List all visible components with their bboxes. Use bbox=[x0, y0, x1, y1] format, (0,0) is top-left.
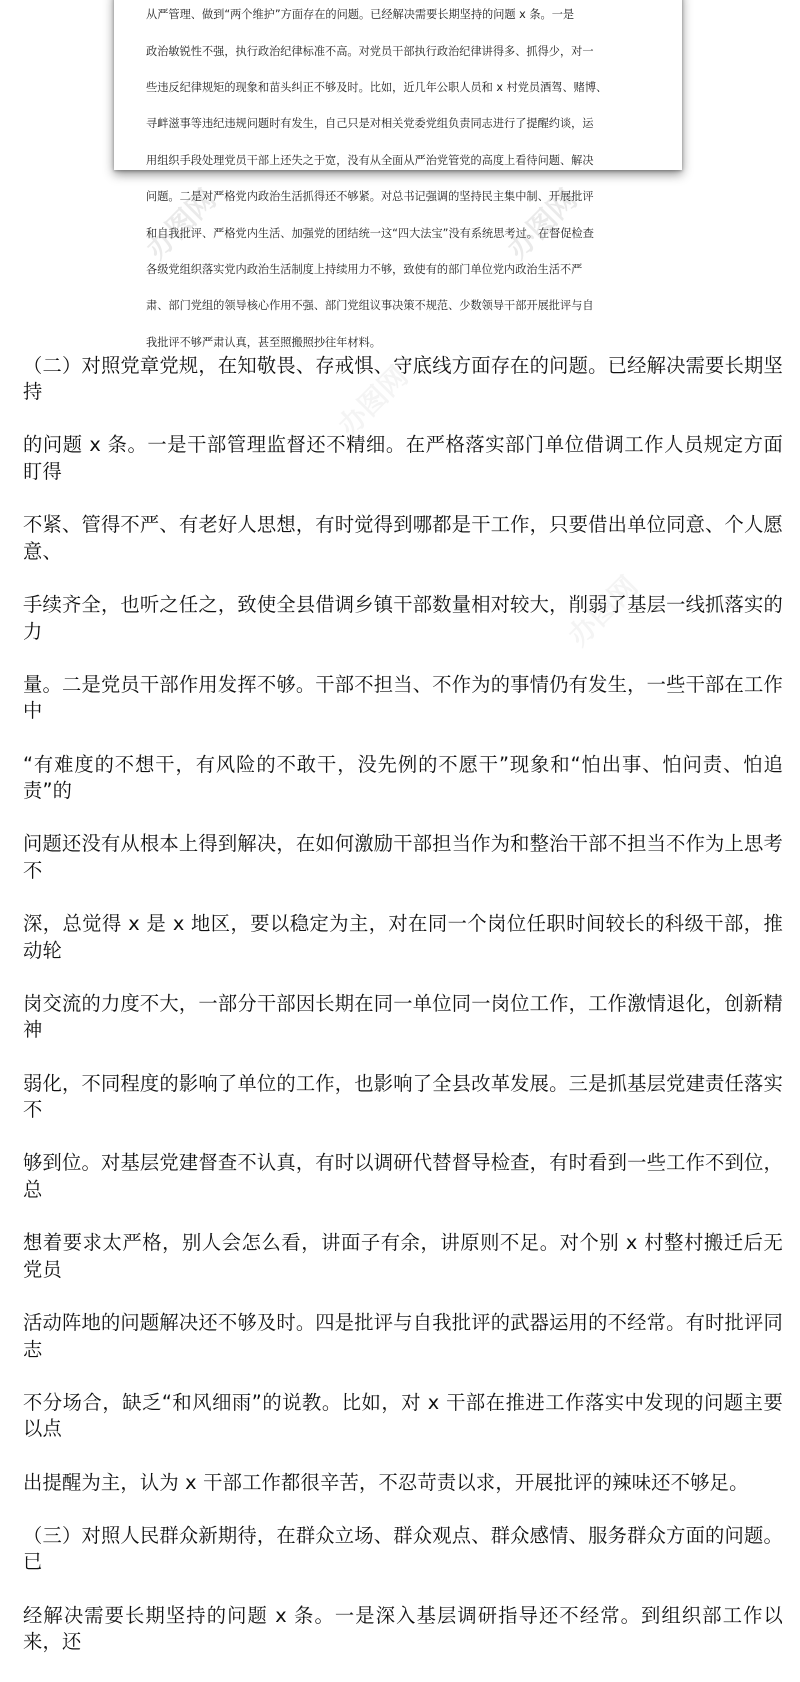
preview-line: 寻衅滋事等违纪违规问题时有发生，自己只是对相关党委党组负责同志进行了提醒约谈，运 bbox=[146, 117, 594, 131]
body-line: 够到位。对基层党建督查不认真，有时以调研代替督导检查，有时看到一些工作不到位，总 bbox=[23, 1151, 783, 1201]
body-line: 不紧、管得不严、有老好人思想，有时觉得到哪都是干工作，只要借出单位同意、个人愿意、 bbox=[23, 513, 783, 563]
body-line: （三）对照人民群众新期待，在群众立场、群众观点、群众感情、服务群众方面的问题。已 bbox=[23, 1523, 783, 1574]
body-line: “有难度的不想干，有风险的不敢干，没先例的不愿干”现象和“怕出事、怕问责、怕追责”的 bbox=[23, 752, 783, 803]
body-line: 问题还没有从根本上得到解决，在如何激励干部担当作为和整治干部不担当不作为上思考不 bbox=[23, 832, 783, 882]
body-line: 经解决需要长期坚持的问题 x 条。一是深入基层调研指导还不经常。到组织部工作以来，还 bbox=[23, 1603, 783, 1654]
body-line: （二）对照党章党规，在知敬畏、存戒惧、守底线方面存在的问题。已经解决需要长期坚持 bbox=[23, 353, 783, 404]
watermark: 办图网 bbox=[331, 359, 415, 443]
body-line: 岗交流的力度不大，一部分干部因长期在同一单位同一岗位工作，工作激情退化，创新精神 bbox=[23, 991, 783, 1042]
watermark: 办图网 bbox=[139, 182, 223, 266]
body-line: 量。二是党员干部作用发挥不够。干部不担当、不作为的事情仍有发生，一些干部在工作中 bbox=[23, 672, 783, 723]
preview-line: 肃、部门党组的领导核心作用不强、部门党组议事决策不规范、少数领导干部开展批评与自 bbox=[146, 299, 594, 313]
body-line: 深，总觉得 x 是 x 地区，要以稳定为主，对在同一个岗位任职时间较长的科级干部，推动轮 bbox=[23, 912, 783, 962]
preview-line: 我批评不够严肃认真，甚至照搬照抄往年材料。 bbox=[146, 335, 381, 349]
body-line: 不分场合，缺乏“和风细雨”的说教。比如，对 x 干部在推进工作落实中发现的问题主要以点 bbox=[23, 1390, 783, 1441]
preview-line: 用组织手段处理党员干部上还失之于宽，没有从全面从严治党管党的高度上看待问题、解决 bbox=[146, 153, 594, 167]
body-line: 想着要求太严格，别人会怎么看，讲面子有余，讲原则不足。对个别 x 村整村搬迁后无党员 bbox=[23, 1231, 783, 1281]
watermark: 办图网 bbox=[561, 569, 645, 653]
body-line: 活动阵地的问题解决还不够及时。四是批评与自我批评的武器运用的不经常。有时批评同志 bbox=[23, 1310, 783, 1361]
preview-line: 各级党组织落实党内政治生活制度上持续用力不够，致使有的部门单位党内政治生活不严 bbox=[146, 263, 583, 277]
body-line: 弱化，不同程度的影响了单位的工作，也影响了全县改革发展。三是抓基层党建责任落实不 bbox=[23, 1071, 783, 1122]
preview-line: 些违反纪律规矩的现象和苗头纠正不够及时。比如，近几年公职人员和 x 村党员酒驾、赌博、 bbox=[146, 81, 608, 95]
preview-line: 从严管理、做到“两个维护”方面存在的问题。已经解决需要长期坚持的问题 x 条。一是 bbox=[146, 8, 575, 22]
preview-line: 政治敏锐性不强，执行政治纪律标准不高。对党员干部执行政治纪律讲得多、抓得少，对一 bbox=[146, 44, 594, 58]
body-line: 出提醒为主，认为 x 干部工作都很辛苦，不忍苛责以求，开展批评的辣味还不够足。 bbox=[23, 1470, 749, 1494]
body-line: 手续齐全，也听之任之，致使全县借调乡镇干部数量相对较大，削弱了基层一线抓落实的力 bbox=[23, 592, 783, 643]
document-preview-text bbox=[146, 0, 672, 370]
preview-line: 和自我批评、严格党内生活、加强党的团结统一这“四大法宝”没有系统思考过。在督促检查 bbox=[146, 226, 594, 240]
document-body bbox=[23, 326, 783, 1682]
body-line: 的问题 x 条。一是干部管理监督还不精细。在严格落实部门单位借调工作人员规定方面盯得 bbox=[23, 433, 783, 483]
watermark: 办图网 bbox=[500, 182, 584, 266]
preview-line: 问题。二是对严格党内政治生活抓得还不够紧。对总书记强调的坚持民主集中制、开展批评 bbox=[146, 190, 594, 204]
